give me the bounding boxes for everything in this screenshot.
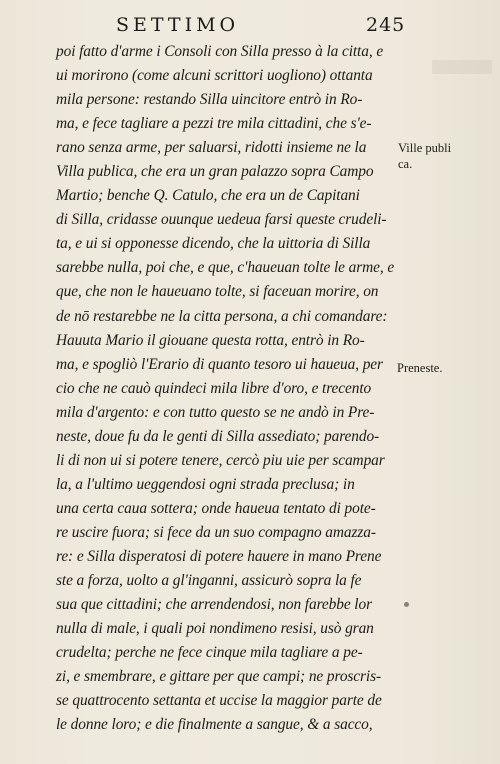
text-line: zi, e smembrare, e gittare per que campi; ne proscris- (56, 668, 382, 686)
running-header (110, 12, 430, 38)
text-line: sarebbe nulla, poi che, e que, c'haueuan tolte le arme, e (56, 259, 395, 277)
text-line: sua que cittadini; che arrendendosi, non farebbe lor (56, 596, 372, 614)
text-line: cio che ne cauò quindeci mila libre d'oro, e trecento (56, 379, 372, 397)
text-line: la, a l'ultimo ueggendosi ogni strada preclusa; in (56, 475, 355, 493)
margin-note-line: Preneste. (397, 361, 443, 375)
margin-dot (404, 602, 409, 607)
text-line: de nō restarebbe ne la citta persona, a chi comandare: (56, 307, 388, 325)
text-line: nulla di male, i quali poi nondimeno resisi, usò gran (56, 620, 374, 638)
text-line: Villa publica, che era un gran palazzo sopra Campo (56, 163, 374, 181)
text-line: le donne loro; e die finalmente a sangue, & a sacco, (56, 716, 373, 734)
text-line: ste a forza, uolto a gl'inganni, assicurò sopra la fe (56, 572, 362, 590)
text-line: se quattrocento settanta et uccise la maggior parte de (56, 692, 382, 710)
text-line: Hauuta Mario il giouane questa rotta, entrò in Ro- (56, 331, 365, 349)
text-line: una certa caua sottera; onde haueua tentato di pote- (56, 499, 376, 517)
text-line: mila persone: restando Silla uincitore entrò in Ro- (56, 91, 363, 109)
text-line: re uscire fuora; si fece da un suo compagno amazza- (56, 523, 376, 541)
running-title: SETTIMO (116, 14, 240, 36)
text-line: ui morirono (come alcuni scrittori uogliono) ottanta (56, 67, 373, 85)
text-line: re: e Silla disperatosi di potere hauere in mano Prene (56, 547, 382, 565)
text-line: Martio; benche Q. Catulo, che era un de Capitani (56, 187, 360, 205)
text-line: li di non ui si potere tenere, cercò piu uie per scampar (56, 451, 385, 469)
margin-note-villa-publica (398, 140, 494, 172)
margin-note-line: ca. (398, 157, 413, 171)
margin-note-preneste (397, 360, 493, 376)
text-line: neste, doue fu da le genti di Silla assediato; parendo- (56, 427, 380, 445)
margin-note-line: Ville publi (398, 141, 452, 155)
text-line: ma, e spogliò l'Erario di quanto tesoro ui haueua, per (56, 355, 383, 373)
page-number: 245 (366, 14, 406, 36)
text-line: poi fatto d'arme i Consoli con Silla presso à la citta, e (56, 43, 384, 60)
text-line: rano senza arme, per saluarsi, ridotti insieme ne la (56, 139, 367, 157)
text-line: di Silla, cridasse ouunque uedeua farsi queste crudeli- (56, 211, 387, 229)
bleed-through-mark (432, 60, 492, 74)
text-line: que, che non le haueuano tolte, si faceuan morire, on (56, 283, 379, 301)
text-line: crudelta; perche ne fece cinque mila tagliare a pe- (56, 644, 363, 662)
main-text-block (56, 40, 398, 737)
text-line: ta, e ui si opponesse dicendo, che la uittoria di Silla (56, 235, 371, 253)
text-line: mila d'argento: e con tutto questo se ne andò in Pre- (56, 403, 375, 421)
text-line: ma, e fece tagliare a pezzi tre mila cittadini, che s'e- (56, 115, 372, 133)
